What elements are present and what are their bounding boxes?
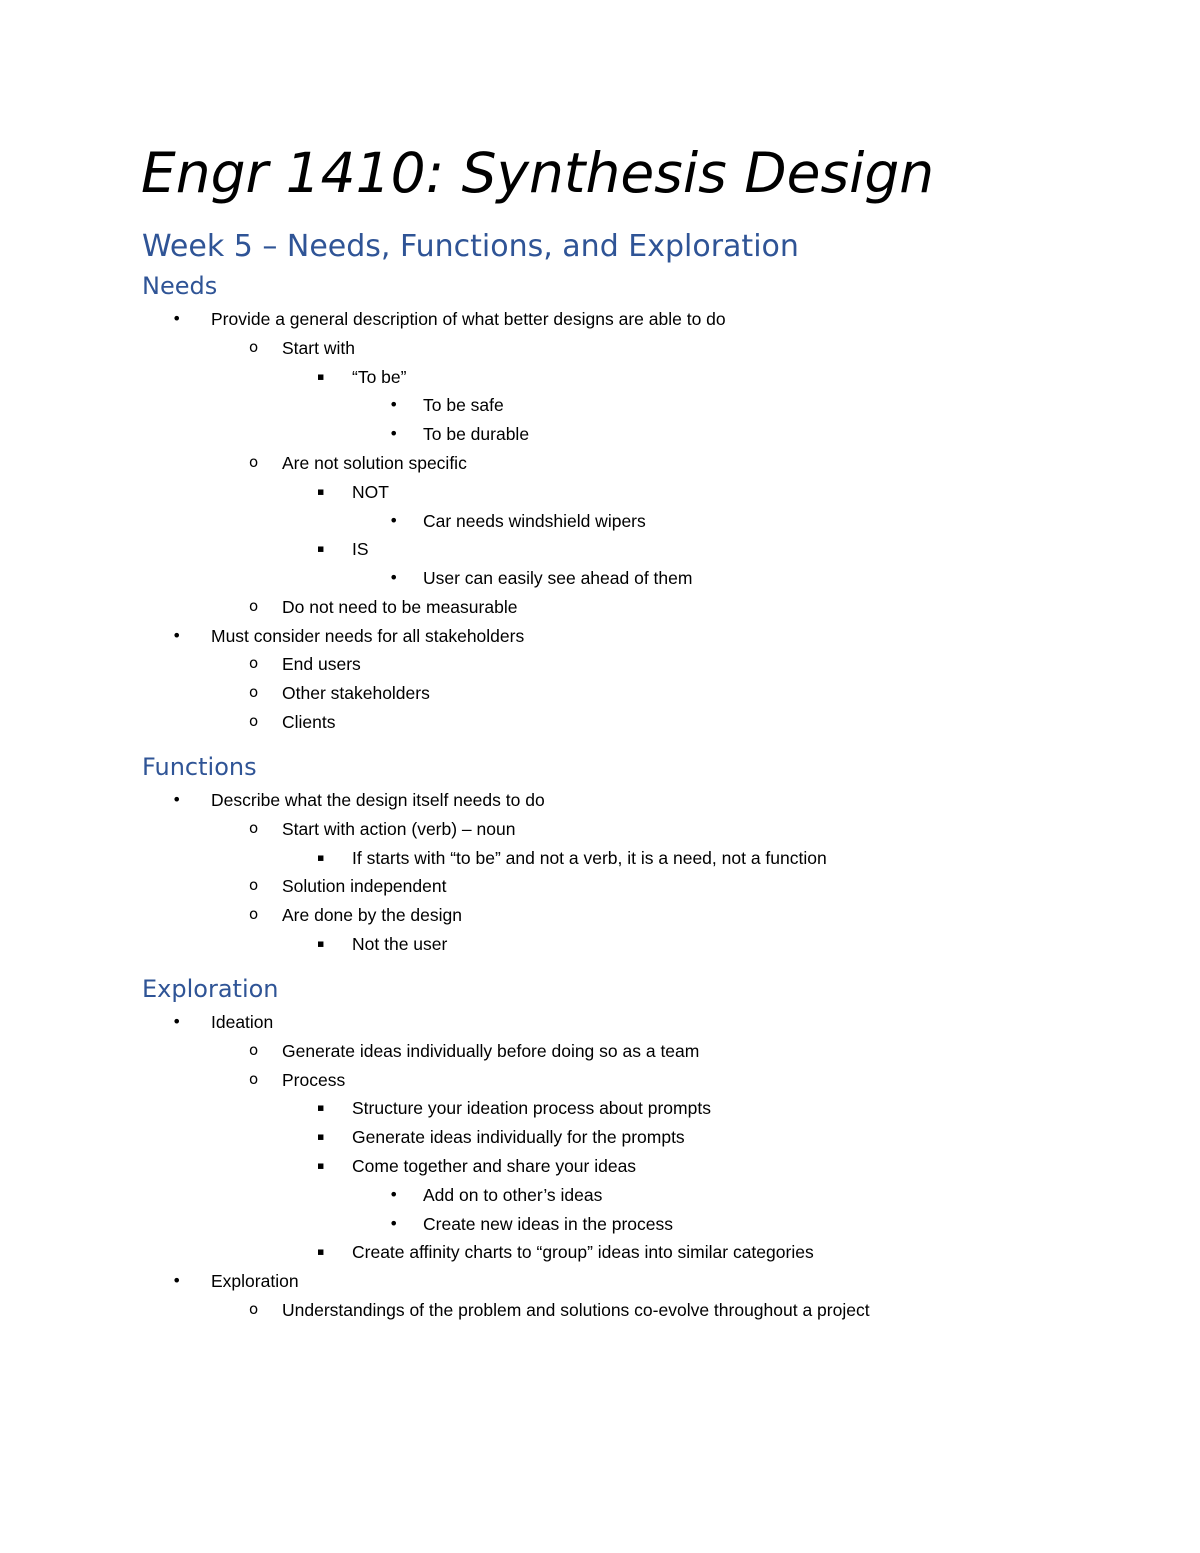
list-item-text: Are done by the design <box>282 905 462 926</box>
list-marker-bullet: • <box>389 1184 399 1204</box>
list-item-text: Create affinity charts to “group” ideas into similar categories <box>352 1242 814 1263</box>
list-item-level-3 <box>0 1094 1200 1122</box>
list-item-level-3 <box>0 363 1200 391</box>
list-item-level-3 <box>0 1238 1200 1266</box>
list-marker-square: ▪ <box>317 850 325 864</box>
list-marker-square: ▪ <box>317 1130 325 1144</box>
list-marker-bullet: • <box>172 1012 182 1031</box>
list-item-level-2 <box>0 334 1200 362</box>
list-marker-circle: o <box>249 683 259 702</box>
list-item-text: NOT <box>352 481 389 502</box>
list-item-text: Generate ideas individually for the prompts <box>352 1127 685 1148</box>
list-marker-square: ▪ <box>317 1245 325 1259</box>
list-item-text: End users <box>282 654 361 675</box>
document-title: Engr 1410: Synthesis Design <box>141 141 935 205</box>
list-item-text: Start with <box>282 337 355 358</box>
list-item-level-2 <box>0 650 1200 678</box>
list-item-level-2 <box>0 679 1200 707</box>
list-item-level-4 <box>0 391 1200 419</box>
list-item-text: Solution independent <box>282 876 447 897</box>
list-item-text: Other stakeholders <box>282 683 430 704</box>
list-marker-square: ▪ <box>317 542 325 556</box>
list-marker-circle: o <box>249 1069 259 1088</box>
list-item-text: User can easily see ahead of them <box>423 568 693 588</box>
list-item-text: Process <box>282 1069 346 1090</box>
list-item-text: Add on to other’s ideas <box>423 1184 603 1205</box>
list-item-text: Generate ideas individually before doing so as a team <box>282 1040 700 1061</box>
list-item-level-3 <box>0 1152 1200 1180</box>
list-item-text: Understandings of the problem and solutions co-evolve throughout a project <box>282 1299 870 1320</box>
section-heading-needs: Needs <box>142 272 218 300</box>
list-item-level-2 <box>0 449 1200 477</box>
list-item-level-3 <box>0 930 1200 958</box>
list-item-level-2 <box>0 901 1200 929</box>
list-marker-bullet: • <box>389 424 399 444</box>
list-item-level-2 <box>0 708 1200 736</box>
list-marker-square: ▪ <box>317 484 325 498</box>
list-marker-circle: o <box>249 1040 259 1059</box>
list-item-text: Start with action (verb) – noun <box>282 818 516 839</box>
list-item-level-1 <box>0 305 1200 333</box>
list-item-level-4 <box>0 420 1200 448</box>
list-item-text: Must consider needs for all stakeholders <box>211 625 525 646</box>
list-item-level-3 <box>0 478 1200 506</box>
list-item-text: To be durable <box>423 424 530 445</box>
list-item-level-4 <box>0 507 1200 535</box>
list-marker-square: ▪ <box>317 936 325 950</box>
list-item-text: Are not solution specific <box>282 452 467 473</box>
list-marker-circle: o <box>249 596 259 615</box>
list-item-level-2 <box>0 593 1200 621</box>
list-marker-square: ▪ <box>317 369 325 383</box>
list-item-level-3 <box>0 1123 1200 1151</box>
list-item-level-4 <box>0 564 1200 592</box>
list-item-level-4 <box>0 1210 1200 1238</box>
list-marker-bullet: • <box>389 1213 399 1233</box>
list-item-level-1 <box>0 786 1200 814</box>
list-marker-circle: o <box>249 337 259 356</box>
list-item-text: Structure your ideation process about prompts <box>352 1098 711 1119</box>
list-marker-bullet: • <box>172 625 182 645</box>
list-marker-bullet: • <box>389 568 399 587</box>
list-marker-circle: o <box>249 452 259 471</box>
list-item-text: To be safe <box>423 395 504 416</box>
section-heading-functions: Functions <box>142 753 257 781</box>
list-item-text: Provide a general description of what better designs are able to do <box>211 309 726 329</box>
list-marker-circle: o <box>249 905 259 924</box>
list-item-level-2 <box>0 872 1200 900</box>
list-item-level-1 <box>0 622 1200 650</box>
list-item-text: Create new ideas in the process <box>423 1213 673 1234</box>
list-item-text: If starts with “to be” and not a verb, it is a need, not a function <box>352 847 827 868</box>
list-item-level-3 <box>0 844 1200 872</box>
list-item-level-1 <box>0 1267 1200 1295</box>
list-item-level-2 <box>0 1066 1200 1094</box>
list-marker-bullet: • <box>389 395 399 415</box>
list-marker-square: ▪ <box>317 1158 325 1172</box>
list-marker-bullet: • <box>172 309 182 328</box>
list-item-text: Do not need to be measurable <box>282 596 518 617</box>
list-item-level-2 <box>0 815 1200 843</box>
list-marker-circle: o <box>249 876 259 895</box>
list-marker-bullet: • <box>172 1271 182 1290</box>
list-item-level-2 <box>0 1037 1200 1065</box>
list-marker-circle: o <box>249 711 259 730</box>
list-item-text: Not the user <box>352 933 448 954</box>
list-marker-bullet: • <box>389 510 399 530</box>
document-subtitle: Week 5 – Needs, Functions, and Exploration <box>142 229 799 264</box>
list-item-text: Exploration <box>211 1271 299 1291</box>
list-item-text: Describe what the design itself needs to do <box>211 790 545 810</box>
list-item-text: “To be” <box>352 366 407 387</box>
list-marker-circle: o <box>249 818 259 837</box>
list-marker-bullet: • <box>172 790 182 809</box>
list-item-level-4 <box>0 1181 1200 1209</box>
list-marker-square: ▪ <box>317 1101 325 1115</box>
list-item-text: Come together and share your ideas <box>352 1155 637 1176</box>
list-item-text: Ideation <box>211 1012 274 1032</box>
list-item-text: IS <box>352 539 369 560</box>
list-marker-circle: o <box>249 654 259 673</box>
list-marker-circle: o <box>249 1299 259 1318</box>
list-item-level-1 <box>0 1008 1200 1036</box>
section-heading-exploration: Exploration <box>142 975 279 1003</box>
list-item-text: Car needs windshield wipers <box>423 510 646 531</box>
list-item-level-3 <box>0 535 1200 563</box>
list-item-level-2 <box>0 1296 1200 1324</box>
list-item-text: Clients <box>282 711 336 732</box>
